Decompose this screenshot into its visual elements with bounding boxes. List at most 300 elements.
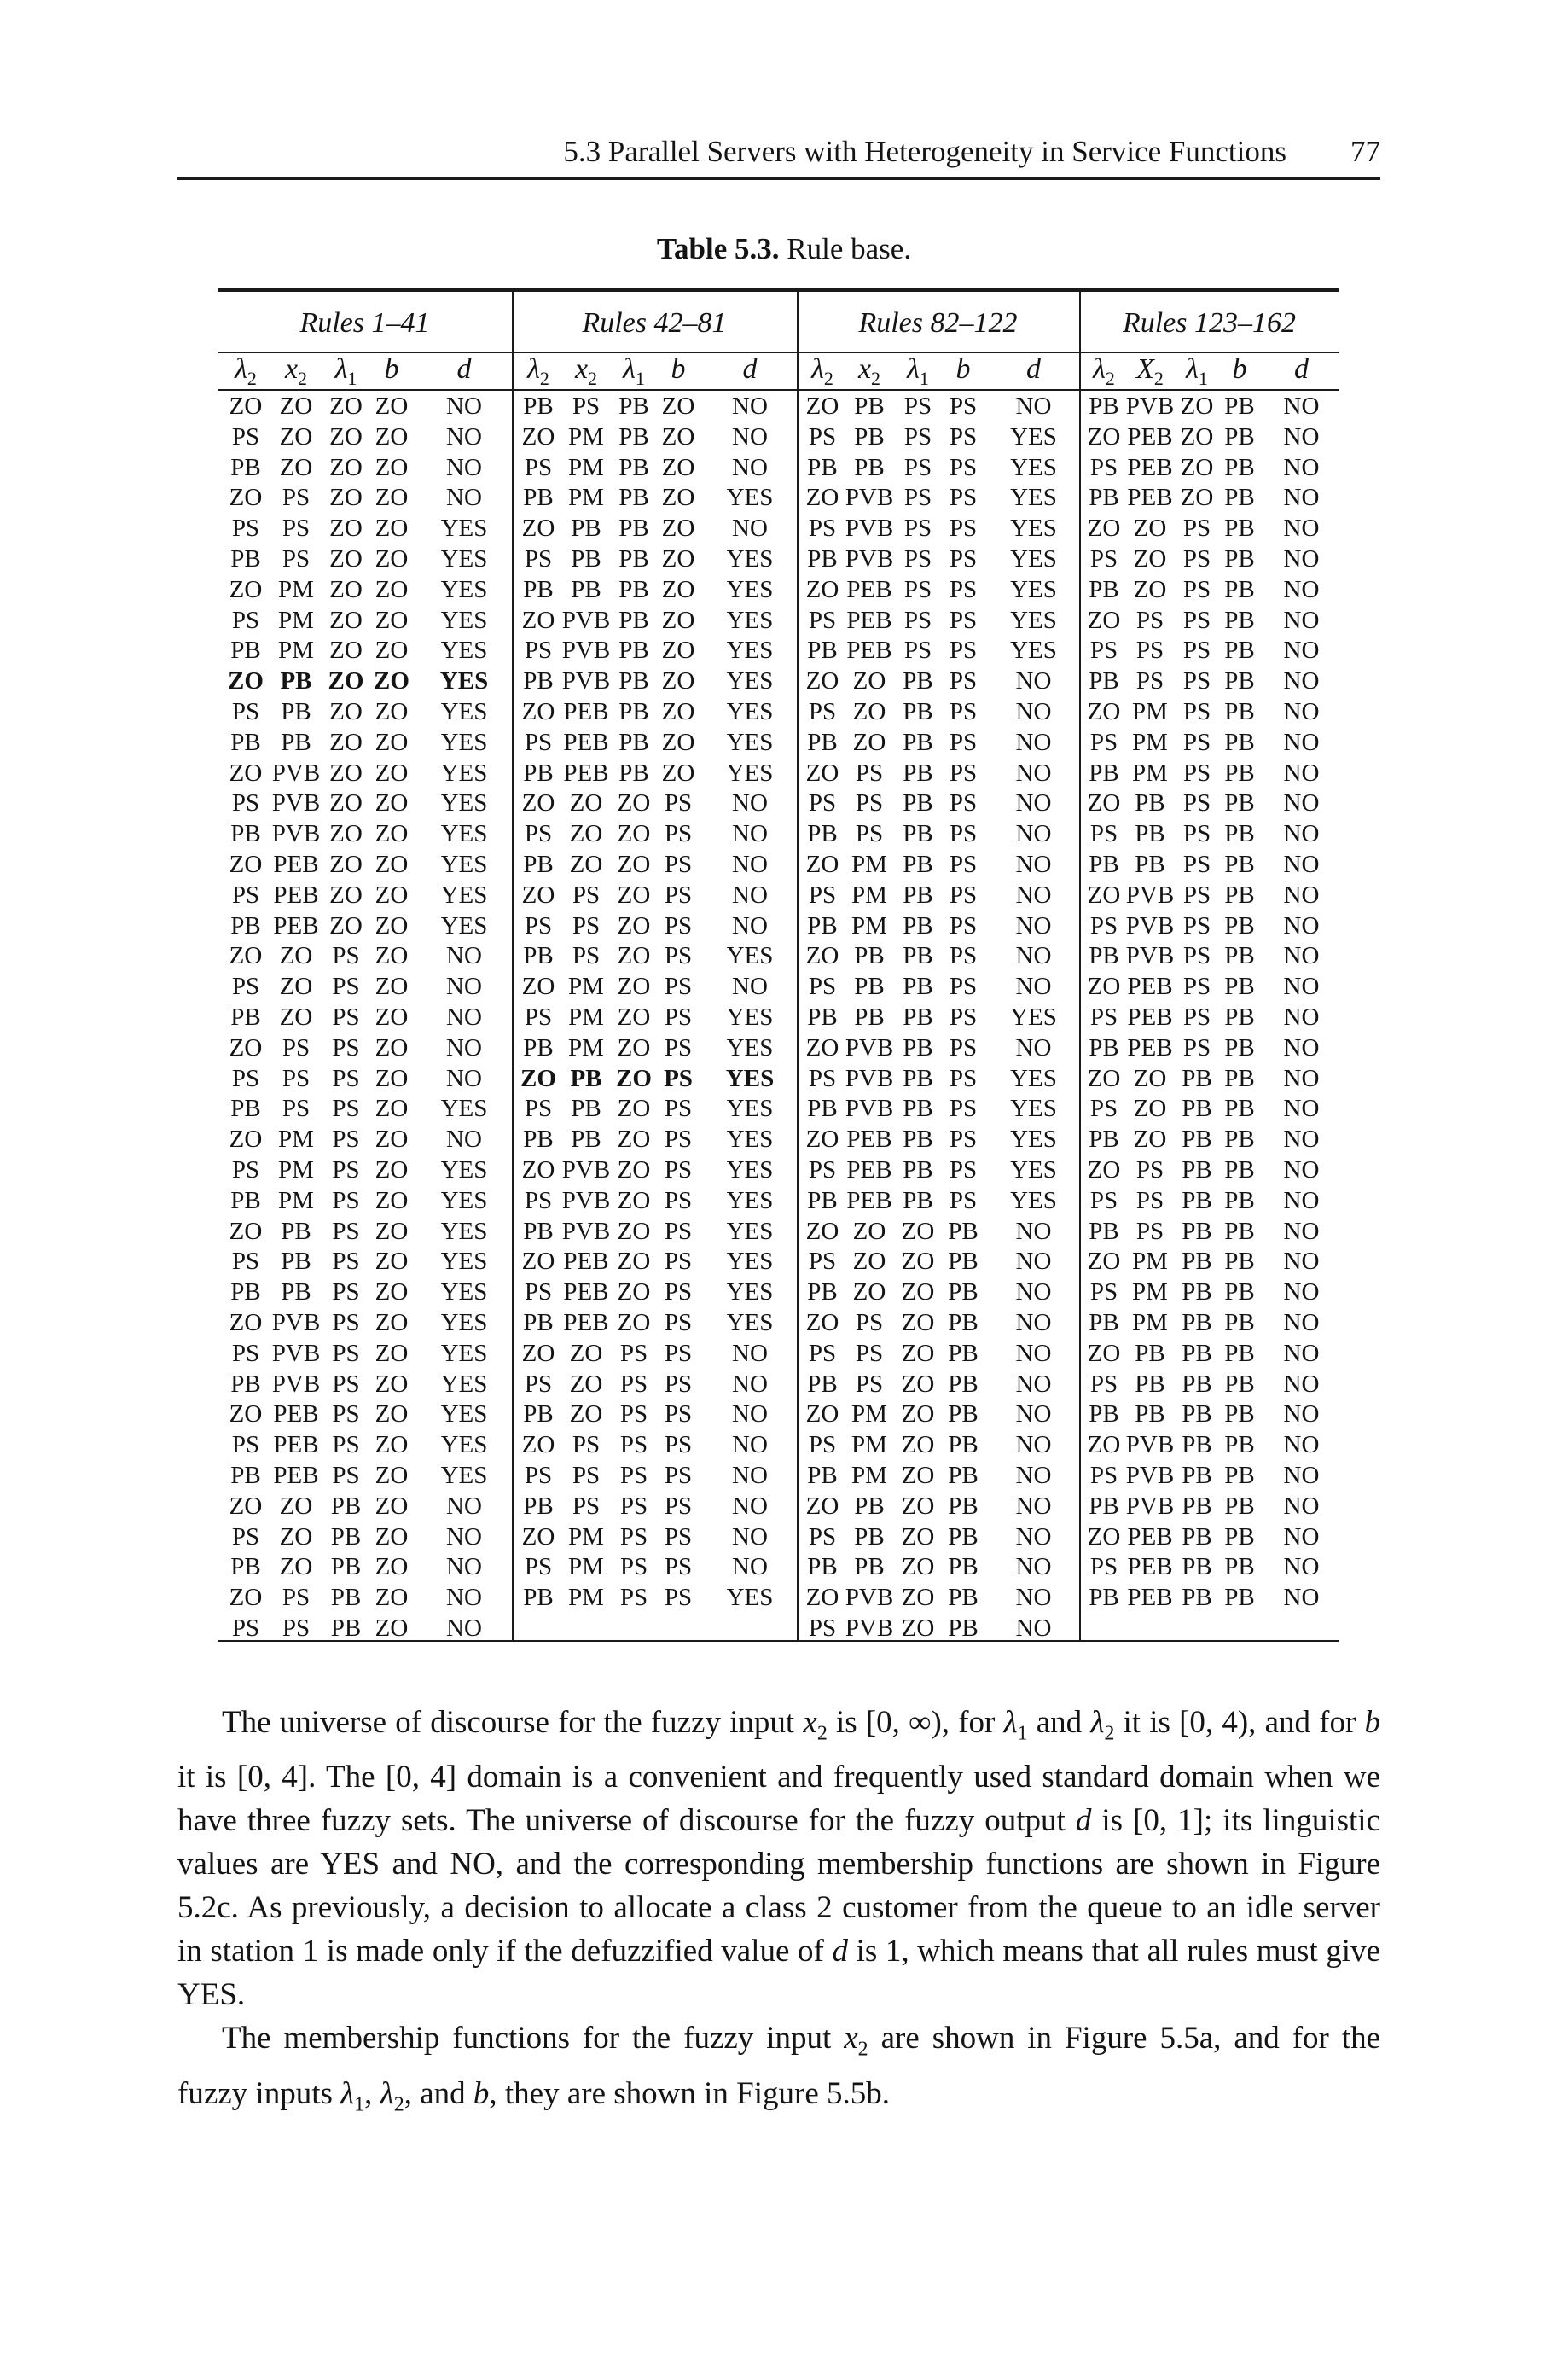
col-label-d-symbol: d bbox=[1026, 353, 1041, 385]
table-cell: NO bbox=[1015, 698, 1052, 725]
p1-var-lambda1-sub: 1 bbox=[1017, 1722, 1028, 1745]
table-row bbox=[221, 1033, 515, 1063]
table-row bbox=[800, 971, 1083, 1002]
table-cell: YES bbox=[440, 1370, 488, 1398]
table-cell: PS bbox=[949, 1095, 978, 1123]
table-cell: ZO bbox=[375, 1033, 409, 1062]
table-cell: NO bbox=[732, 1553, 768, 1581]
col-label-lambda2-subscript: 2 bbox=[539, 367, 549, 389]
table-cell: PS bbox=[664, 1186, 693, 1214]
table-cell: PB bbox=[948, 1309, 979, 1336]
table-cell: NO bbox=[1283, 1370, 1320, 1398]
table-cell: PS bbox=[332, 1004, 360, 1031]
table-cell: PS bbox=[1182, 911, 1211, 940]
table-row bbox=[221, 1002, 515, 1033]
col-label-x2-subscript: 2 bbox=[298, 367, 308, 389]
table-cell: YES bbox=[1010, 637, 1057, 665]
table-cell: ZO bbox=[375, 851, 409, 878]
table-cell: ZO bbox=[329, 422, 363, 451]
table-cell: PVB bbox=[845, 1033, 894, 1062]
paragraph-2 bbox=[177, 2016, 1380, 2127]
table-cell: ZO bbox=[279, 973, 313, 1001]
table-row bbox=[515, 1307, 800, 1338]
table-cell: ZO bbox=[329, 789, 363, 817]
table-cell: PS bbox=[903, 422, 932, 451]
table-cell: NO bbox=[1015, 942, 1052, 970]
table-cell: NO bbox=[732, 820, 768, 848]
table-cell: PEB bbox=[846, 606, 892, 634]
table-cell: PS bbox=[949, 1156, 978, 1184]
table-cell: PS bbox=[855, 1309, 884, 1336]
table-row bbox=[515, 666, 800, 696]
table-cell: ZO bbox=[661, 545, 695, 573]
table-cell: ZO bbox=[375, 1064, 409, 1092]
table-cell: ZO bbox=[1133, 575, 1167, 603]
table-cell: ZO bbox=[805, 942, 839, 970]
table-cell: PB bbox=[807, 1462, 838, 1489]
table-row bbox=[221, 1429, 515, 1460]
table-cell: ZO bbox=[617, 1248, 651, 1276]
table-cell: PS bbox=[619, 1492, 648, 1520]
table-cell: NO bbox=[1283, 453, 1320, 481]
table-row bbox=[1083, 1521, 1343, 1552]
table-row bbox=[515, 1521, 800, 1552]
table-cell: PB bbox=[948, 1217, 979, 1245]
table-row bbox=[221, 880, 515, 911]
table-cell: PB bbox=[903, 942, 933, 970]
table-cell: PEB bbox=[1127, 1522, 1173, 1551]
table-cell: ZO bbox=[661, 728, 695, 756]
table-row bbox=[800, 727, 1083, 758]
table-cell: PS bbox=[524, 545, 553, 573]
table-row bbox=[1083, 544, 1343, 574]
table-cell: PS bbox=[332, 1033, 360, 1062]
table-cell: PB bbox=[280, 667, 312, 695]
table-cell: PS bbox=[808, 1522, 837, 1551]
table-cell: PM bbox=[1132, 728, 1168, 756]
table-cell: PB bbox=[1224, 1064, 1255, 1092]
table-cell: PS bbox=[1182, 1004, 1211, 1031]
table-cell: ZO bbox=[279, 1553, 313, 1581]
table-row bbox=[800, 849, 1083, 880]
table-cell: NO bbox=[446, 1584, 482, 1612]
table-row bbox=[800, 1369, 1083, 1399]
table-cell: PS bbox=[903, 393, 932, 420]
table-cell: PB bbox=[571, 575, 601, 603]
table-cell: YES bbox=[440, 1248, 488, 1276]
table-cell: PS bbox=[524, 1095, 553, 1123]
table-cell: ZO bbox=[375, 1431, 409, 1459]
table-cell: NO bbox=[446, 1553, 482, 1581]
table-cell: PS bbox=[572, 911, 601, 940]
table-row bbox=[515, 1124, 800, 1155]
table-row bbox=[515, 1216, 800, 1247]
table-cell: PB bbox=[523, 1217, 554, 1245]
col-label-lambda2-symbol: λ bbox=[235, 353, 247, 385]
table-row bbox=[800, 818, 1083, 849]
table-cell: NO bbox=[1283, 1156, 1320, 1184]
table-cell: PB bbox=[807, 1004, 838, 1031]
table-cell: NO bbox=[1283, 1584, 1320, 1612]
table-cell: PS bbox=[572, 1462, 601, 1489]
table-cell: PS bbox=[1182, 1033, 1211, 1062]
table-cell: PS bbox=[949, 759, 978, 787]
table-cell: PS bbox=[664, 911, 693, 940]
table-cell: PS bbox=[332, 973, 360, 1001]
table-cell: ZO bbox=[1133, 1126, 1167, 1154]
table-cell: YES bbox=[440, 545, 488, 573]
p1-var-lambda2-sub: 2 bbox=[1104, 1722, 1115, 1745]
table-cell: ZO bbox=[901, 1400, 935, 1428]
table-cell: ZO bbox=[852, 667, 886, 695]
table-cell: PS bbox=[949, 1126, 978, 1154]
table-cell: PB bbox=[230, 820, 261, 848]
table-cell: PS bbox=[664, 1553, 693, 1581]
table-cell: PB bbox=[1089, 667, 1119, 695]
table-cell: NO bbox=[732, 1492, 768, 1520]
table-cell: YES bbox=[440, 1156, 488, 1184]
table-cell: PM bbox=[568, 1033, 604, 1062]
table-cell: PS bbox=[949, 606, 978, 634]
table-row bbox=[1083, 513, 1343, 544]
table-cell: NO bbox=[1283, 881, 1320, 909]
table-cell: PS bbox=[332, 1400, 360, 1428]
table-cell: PS bbox=[524, 728, 553, 756]
table-cell: NO bbox=[446, 453, 482, 481]
table-cell: NO bbox=[1015, 1615, 1052, 1642]
table-cell: PS bbox=[332, 1095, 360, 1123]
table-cell: NO bbox=[1283, 698, 1320, 725]
table-row bbox=[221, 452, 515, 483]
table-cell: NO bbox=[1015, 1462, 1052, 1489]
table-row bbox=[221, 1551, 515, 1582]
table-cell: PS bbox=[808, 789, 837, 817]
table-cell: PM bbox=[278, 1156, 314, 1184]
table-cell: YES bbox=[440, 1095, 488, 1123]
table-cell: YES bbox=[440, 1309, 488, 1336]
table-cell: PS bbox=[572, 1431, 601, 1459]
table-cell: ZO bbox=[329, 759, 363, 787]
table-cell: ZO bbox=[901, 1492, 935, 1520]
table-row bbox=[515, 482, 800, 513]
table-cell: YES bbox=[726, 698, 774, 725]
table-cell: PS bbox=[949, 637, 978, 665]
table-cell: PB bbox=[1224, 575, 1255, 603]
table-cell: ZO bbox=[661, 393, 695, 420]
table-row bbox=[515, 788, 800, 818]
table-cell: PM bbox=[1132, 759, 1168, 787]
table-cell: ZO bbox=[1087, 881, 1121, 909]
table-cell: PB bbox=[281, 1248, 311, 1276]
table-row bbox=[515, 758, 800, 788]
table-cell: PS bbox=[332, 1309, 360, 1336]
running-head bbox=[177, 130, 1380, 180]
table-cell: PB bbox=[1135, 1339, 1165, 1367]
table-cell: ZO bbox=[1087, 515, 1121, 543]
table-cell: ZO bbox=[852, 698, 886, 725]
col-label-b-symbol: b bbox=[384, 353, 399, 385]
table-cell: PEB bbox=[563, 1248, 609, 1276]
table-cell: PB bbox=[523, 851, 554, 878]
table-cell: NO bbox=[1015, 911, 1052, 940]
table-cell: ZO bbox=[329, 515, 363, 543]
table-row bbox=[221, 482, 515, 513]
table-cell: ZO bbox=[329, 851, 363, 878]
table-cell: NO bbox=[1283, 1186, 1320, 1214]
table-row bbox=[221, 391, 515, 422]
table-cell: ZO bbox=[1133, 1064, 1167, 1092]
table-cell: NO bbox=[1283, 1278, 1320, 1306]
table-cell: PS bbox=[1182, 728, 1211, 756]
table-cell: PM bbox=[851, 1431, 887, 1459]
table-row bbox=[515, 911, 800, 941]
table-cell: PM bbox=[568, 453, 604, 481]
table-cell: NO bbox=[732, 1462, 768, 1489]
table-cell: PS bbox=[231, 698, 260, 725]
table-cell: PB bbox=[1182, 1278, 1212, 1306]
table-row bbox=[1083, 1399, 1343, 1429]
table-cell: PB bbox=[523, 1492, 554, 1520]
table-cell: ZO bbox=[375, 1248, 409, 1276]
table-row bbox=[800, 1002, 1083, 1033]
p1-var-x: x bbox=[803, 1705, 817, 1740]
table-cell: PS bbox=[524, 911, 553, 940]
table-cell: ZO bbox=[279, 453, 313, 481]
table-cell: ZO bbox=[852, 1217, 886, 1245]
table-cell: PS bbox=[572, 881, 601, 909]
table-cell: PB bbox=[903, 1095, 933, 1123]
table-cell: PS bbox=[949, 1033, 978, 1062]
table-cell: PB bbox=[1182, 1095, 1212, 1123]
table-cell: PB bbox=[281, 728, 311, 756]
table-cell: NO bbox=[1015, 1033, 1052, 1062]
table-cell: PB bbox=[618, 698, 649, 725]
table-cell: ZO bbox=[229, 1217, 263, 1245]
table-row bbox=[1083, 1369, 1343, 1399]
table-cell: PS bbox=[231, 1248, 260, 1276]
table-cell: PS bbox=[231, 1064, 260, 1092]
table-cell: PS bbox=[1135, 1186, 1164, 1214]
table-cell: ZO bbox=[521, 1431, 555, 1459]
table-row bbox=[221, 574, 515, 605]
table-cell: ZO bbox=[617, 1095, 651, 1123]
table-cell: ZO bbox=[328, 667, 364, 695]
table-cell: NO bbox=[1283, 789, 1320, 817]
table-cell: PB bbox=[230, 1278, 261, 1306]
table-row bbox=[800, 422, 1083, 452]
table-cell: ZO bbox=[375, 1370, 409, 1398]
table-cell: ZO bbox=[521, 1339, 555, 1367]
table-cell: YES bbox=[726, 606, 774, 634]
table-row bbox=[515, 1582, 800, 1613]
table-cell: PB bbox=[330, 1492, 362, 1520]
table-cell: NO bbox=[1283, 851, 1320, 878]
table-cell: PB bbox=[1224, 1217, 1255, 1245]
table-cell: PB bbox=[1224, 667, 1255, 695]
table-cell: YES bbox=[1010, 484, 1057, 512]
table-cell: PS bbox=[949, 1186, 978, 1214]
table-cell: ZO bbox=[375, 515, 409, 543]
col-label-b bbox=[657, 353, 700, 386]
table-cell: ZO bbox=[1087, 1248, 1121, 1276]
table-cell: ZO bbox=[521, 1156, 555, 1184]
table-cell: PB bbox=[903, 1156, 933, 1184]
table-row bbox=[1083, 1429, 1343, 1460]
table-cell: NO bbox=[1283, 393, 1320, 420]
table-row bbox=[1083, 696, 1343, 727]
table-cell: YES bbox=[440, 1400, 488, 1428]
table-cell: ZO bbox=[521, 1522, 555, 1551]
table-cell: PB bbox=[903, 698, 933, 725]
table-cell: NO bbox=[1283, 422, 1320, 451]
table-cell: NO bbox=[1283, 515, 1320, 543]
table-cell: PS bbox=[664, 789, 693, 817]
table-cell: YES bbox=[1010, 545, 1057, 573]
table-cell: PS bbox=[1182, 698, 1211, 725]
table-cell: NO bbox=[1015, 393, 1052, 420]
table-cell: PS bbox=[855, 759, 884, 787]
table-row bbox=[800, 1338, 1083, 1369]
table-cell: YES bbox=[440, 789, 488, 817]
table-cell: PS bbox=[572, 1492, 601, 1520]
table-cell: PS bbox=[619, 1339, 648, 1367]
table-row bbox=[515, 1063, 800, 1094]
col-label-b bbox=[1219, 353, 1260, 386]
table-row bbox=[1083, 849, 1343, 880]
table-cell: PS bbox=[282, 1095, 311, 1123]
table-row bbox=[800, 1185, 1083, 1216]
table-cell: ZO bbox=[229, 851, 263, 878]
table-row bbox=[1083, 1460, 1343, 1491]
col-label-lambda1-symbol: λ bbox=[623, 353, 636, 385]
table-cell: PB bbox=[854, 942, 885, 970]
running-head-title: 5.3 Parallel Servers with Heterogeneity in Service Functions bbox=[563, 135, 1286, 168]
table-row bbox=[221, 727, 515, 758]
table-cell: ZO bbox=[1087, 973, 1121, 1001]
table-cell: PS bbox=[1135, 1217, 1164, 1245]
table-cell: PS bbox=[282, 1033, 311, 1062]
table-cell: PS bbox=[949, 393, 978, 420]
table-cell: PB bbox=[948, 1553, 979, 1581]
body-text bbox=[177, 1701, 1380, 2127]
table-cell: PB bbox=[1182, 1126, 1212, 1154]
table-cell: ZO bbox=[329, 820, 363, 848]
table-cell: PB bbox=[1224, 698, 1255, 725]
table-cell: PB bbox=[854, 1522, 885, 1551]
table-cell: ZO bbox=[375, 1400, 409, 1428]
table-cell: PB bbox=[230, 1186, 261, 1214]
table-cell: PEB bbox=[846, 575, 892, 603]
table-cell: PS bbox=[231, 422, 260, 451]
table-cell: NO bbox=[446, 1033, 482, 1062]
table-cell: PVB bbox=[845, 545, 894, 573]
table-cell: PB bbox=[807, 1095, 838, 1123]
table-cell: PB bbox=[1224, 942, 1255, 970]
table-row bbox=[221, 1185, 515, 1216]
table-row bbox=[221, 1093, 515, 1124]
table-row bbox=[221, 635, 515, 666]
table-cell: NO bbox=[1283, 606, 1320, 634]
table-cell: PS bbox=[1089, 911, 1118, 940]
col-label-lambda2-subscript: 2 bbox=[247, 367, 257, 389]
table-cell: PS bbox=[619, 1522, 648, 1551]
table-cell: PB bbox=[570, 1064, 602, 1092]
table-row bbox=[800, 391, 1083, 422]
table-cell: PVB bbox=[845, 1095, 894, 1123]
table-row bbox=[800, 635, 1083, 666]
table-cell: PS bbox=[664, 1156, 693, 1184]
table-cell: ZO bbox=[617, 973, 651, 1001]
table-cell: PS bbox=[664, 1522, 693, 1551]
table-row bbox=[221, 696, 515, 727]
table-cell: PM bbox=[568, 1584, 604, 1612]
col-label-x2-subscript: 2 bbox=[871, 367, 881, 389]
table-cell: PB bbox=[571, 515, 601, 543]
col-label-d bbox=[1260, 353, 1343, 386]
table-cell: PB bbox=[948, 1370, 979, 1398]
table-cell: PB bbox=[1135, 1400, 1165, 1428]
table-cell: PVB bbox=[561, 637, 611, 665]
table-cell: PS bbox=[332, 1462, 360, 1489]
table-cell: YES bbox=[726, 1004, 774, 1031]
table-row bbox=[1083, 940, 1343, 971]
table-cell: PEB bbox=[1127, 1033, 1173, 1062]
table-cell: PEB bbox=[846, 1126, 892, 1154]
table-cell: PVB bbox=[561, 1186, 611, 1214]
table-cell: YES bbox=[726, 1186, 774, 1214]
table-cell: PS bbox=[231, 789, 260, 817]
table-cell: PS bbox=[903, 515, 932, 543]
table-cell: PS bbox=[332, 1217, 360, 1245]
table-cell: PVB bbox=[1125, 911, 1175, 940]
table-cell: YES bbox=[440, 1339, 488, 1367]
table-row bbox=[800, 1124, 1083, 1155]
table-cell: ZO bbox=[375, 545, 409, 573]
p1-var-b: b bbox=[1364, 1705, 1380, 1740]
table-cell: YES bbox=[440, 911, 488, 940]
table-row bbox=[221, 605, 515, 636]
table-row bbox=[515, 1246, 800, 1277]
table-row bbox=[515, 727, 800, 758]
table-row bbox=[1083, 727, 1343, 758]
table-row bbox=[1083, 971, 1343, 1002]
table-cell: PS bbox=[664, 881, 693, 909]
table-cell: ZO bbox=[521, 698, 555, 725]
table-row bbox=[1083, 1582, 1343, 1613]
table-row bbox=[1083, 758, 1343, 788]
table-cell: PS bbox=[332, 1370, 360, 1398]
table-cell: YES bbox=[440, 606, 488, 634]
table-cell: ZO bbox=[329, 484, 363, 512]
table-row bbox=[1083, 1491, 1343, 1521]
table-cell: PB bbox=[854, 453, 885, 481]
table-cell: ZO bbox=[521, 606, 555, 634]
table-cell: ZO bbox=[375, 1553, 409, 1581]
table-row bbox=[515, 1002, 800, 1033]
table-cell: YES bbox=[440, 637, 488, 665]
table-row bbox=[800, 940, 1083, 971]
table-cell: PS bbox=[808, 1339, 837, 1367]
col-label-x2-symbol: x bbox=[284, 353, 299, 385]
table-cell: ZO bbox=[617, 1004, 651, 1031]
table-cell: NO bbox=[732, 789, 768, 817]
table-cell: ZO bbox=[617, 820, 651, 848]
table-cell: YES bbox=[440, 820, 488, 848]
table-cell: ZO bbox=[229, 1033, 263, 1062]
col-label-x2-subscript: 2 bbox=[1153, 367, 1164, 389]
table-row bbox=[1083, 1124, 1343, 1155]
table-cell: PS bbox=[949, 1064, 978, 1092]
